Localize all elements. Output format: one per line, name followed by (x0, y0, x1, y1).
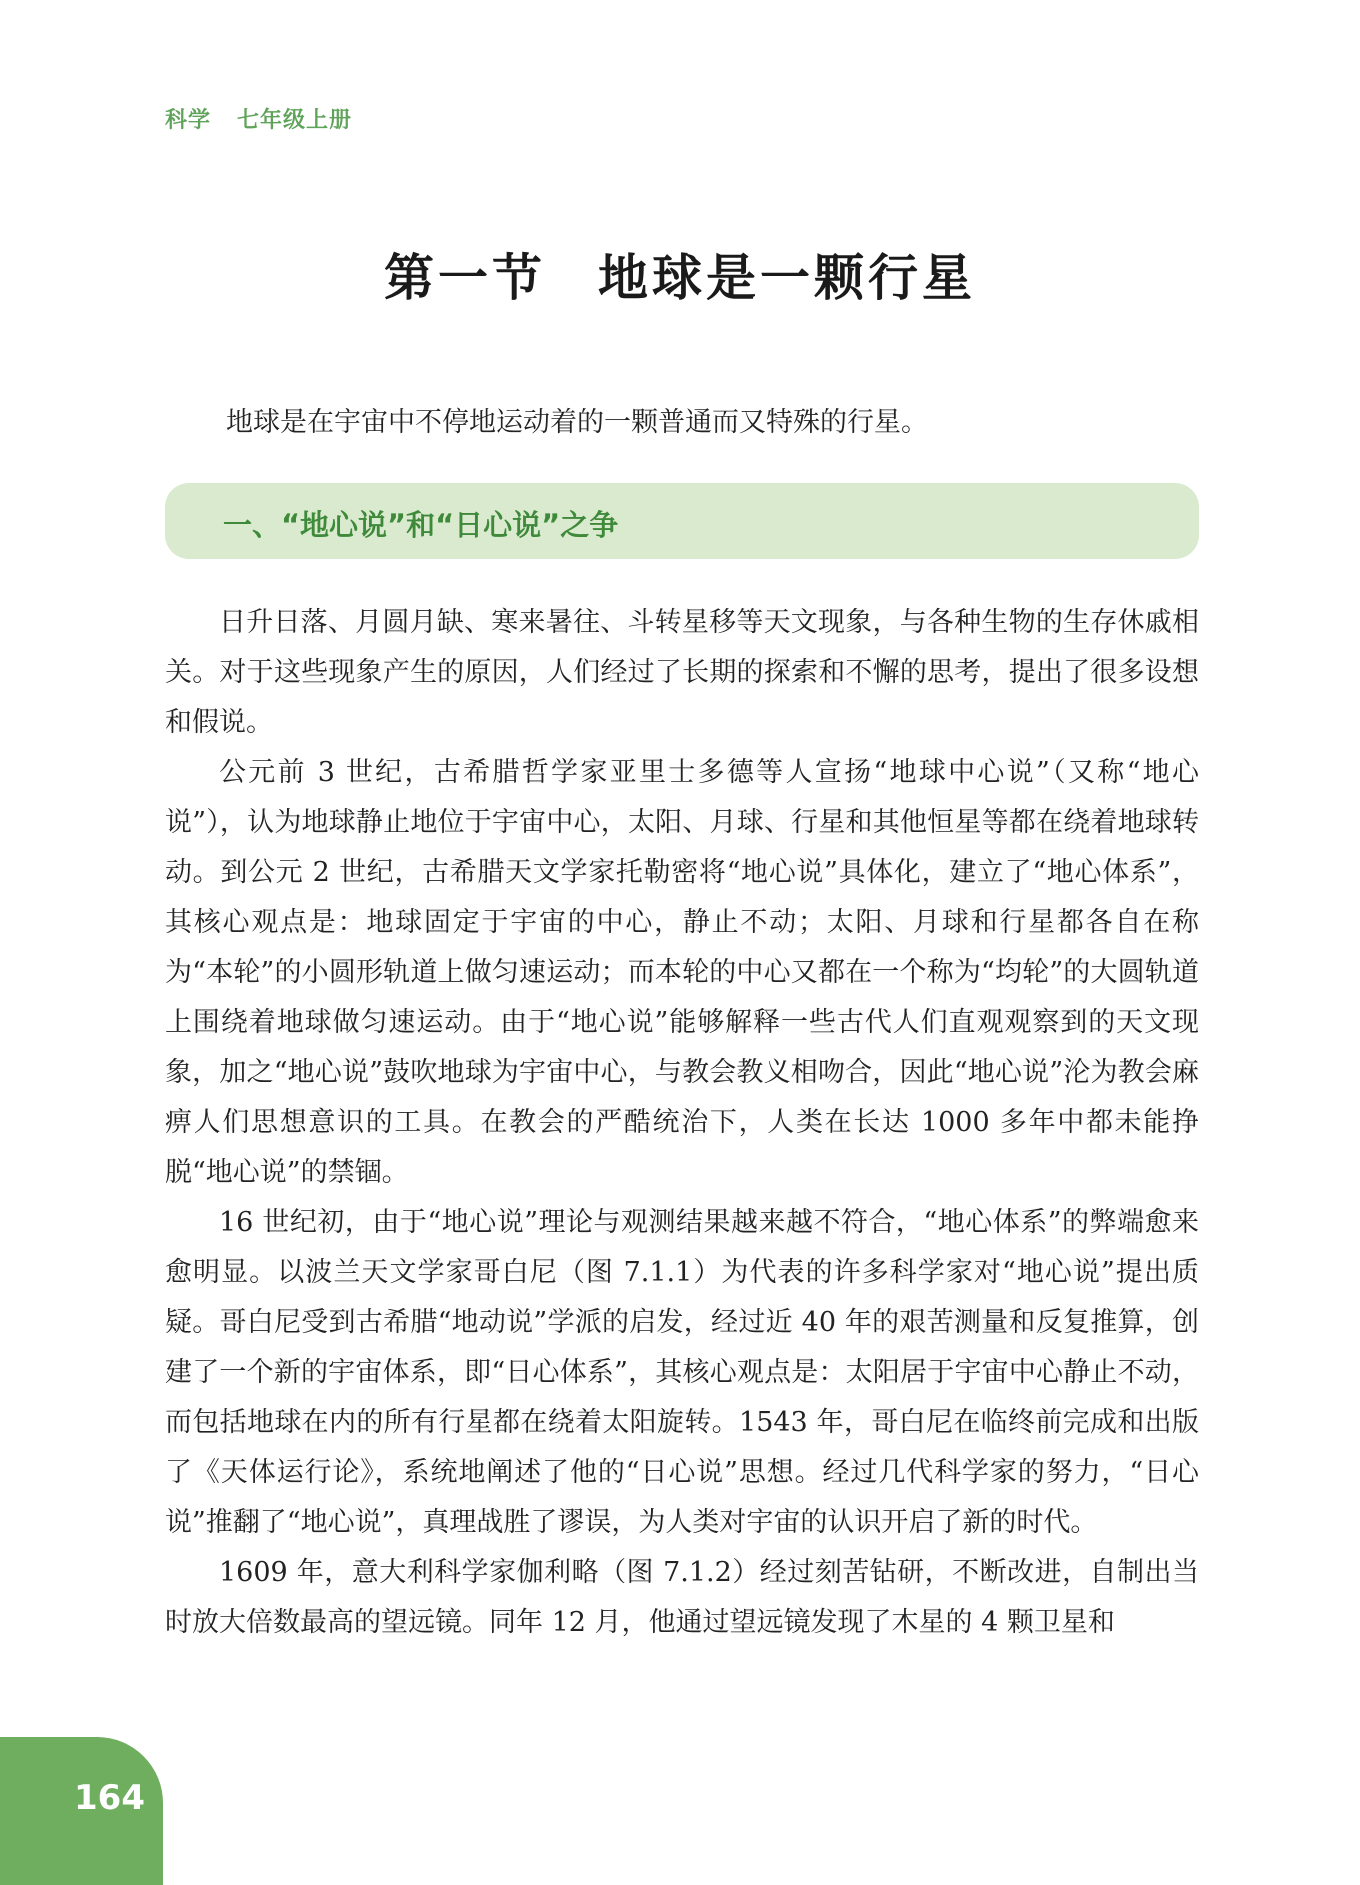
subheading-bar (165, 483, 1199, 559)
subject-label: 科学 (165, 108, 212, 133)
paragraph: 日升日落、月圆月缺、寒来暑往、斗转星移等天文现象，与各种生物的生存休戚相关。对于这些现象产生的原因，人们经过了长期的探索和不懈的思考，提出了很多设想和假说。 (165, 607, 1199, 738)
paragraph: 公元前 3 世纪，古希腊哲学家亚里士多德等人宣扬“地球中心说”（又称“地心说”），认为地球静止地位于宇宙中心，太阳、月球、行星和其他恒星等都在绕着地球转动。到公元 2 世纪，古希腊天文学家托勒密将“地心说”具体化，建立了“地心体系”，其核心观点是：地球固定于宇宙的中心，静止不动；太阳、月球和行星都各自在称为“本轮”的小圆形轨道上做匀速运动；而本轮的中心又都在一个称为“均轮”的大圆轨道上围绕着地球做匀速运动。由于“地心说”能够解释一些古代人们直观观察到的天文现象，加之“地心说”鼓吹地球为宇宙中心，与教会教义相吻合，因此“地心说”沦为教会麻痹人们思想意识的工具。在教会的严酷统治下，人类在长达 1000 多年中都未能挣脱“地心说”的禁锢。 (165, 757, 1199, 1188)
section-title (0, 238, 1360, 310)
intro-text: 地球是在宇宙中不停地运动着的一颗普通而又特殊的行星。 (226, 407, 928, 438)
section-name: 地球是一颗行星 (598, 249, 976, 307)
section-number: 第一节 (384, 249, 546, 307)
grade-volume-label: 七年级上册 (237, 108, 353, 133)
paragraph: 16 世纪初，由于“地心说”理论与观测结果越来越不符合，“地心体系”的弊端愈来愈明显。以波兰天文学家哥白尼（图 7.1.1）为代表的许多科学家对“地心说”提出质疑。哥白尼受到古希腊“地动说”学派的启发，经过近 40 年的艰苦测量和反复推算，创建了一个新的宇宙体系，即“日心体系”，其核心观点是：太阳居于宇宙中心静止不动，而包括地球在内的所有行星都在绕着太阳旋转。1543 年，哥白尼在临终前完成和出版了《天体运行论》，系统地阐述了他的“日心说”思想。经过几代科学家的努力，“日心说”推翻了“地心说”，真理战胜了谬误，为人类对宇宙的认识开启了新的时代。 (165, 1207, 1199, 1538)
page-number: 164 (74, 1778, 145, 1818)
subheading-text: 一、“地心说”和“日心说”之争 (223, 508, 619, 542)
paragraph: 1609 年，意大利科学家伽利略（图 7.1.2）经过刻苦钻研，不断改进，自制出当时放大倍数最高的望远镜。同年 12 月，他通过望远镜发现了木星的 4 颗卫星和 (165, 1557, 1199, 1638)
running-head (165, 103, 352, 134)
body-text (165, 598, 1199, 1648)
